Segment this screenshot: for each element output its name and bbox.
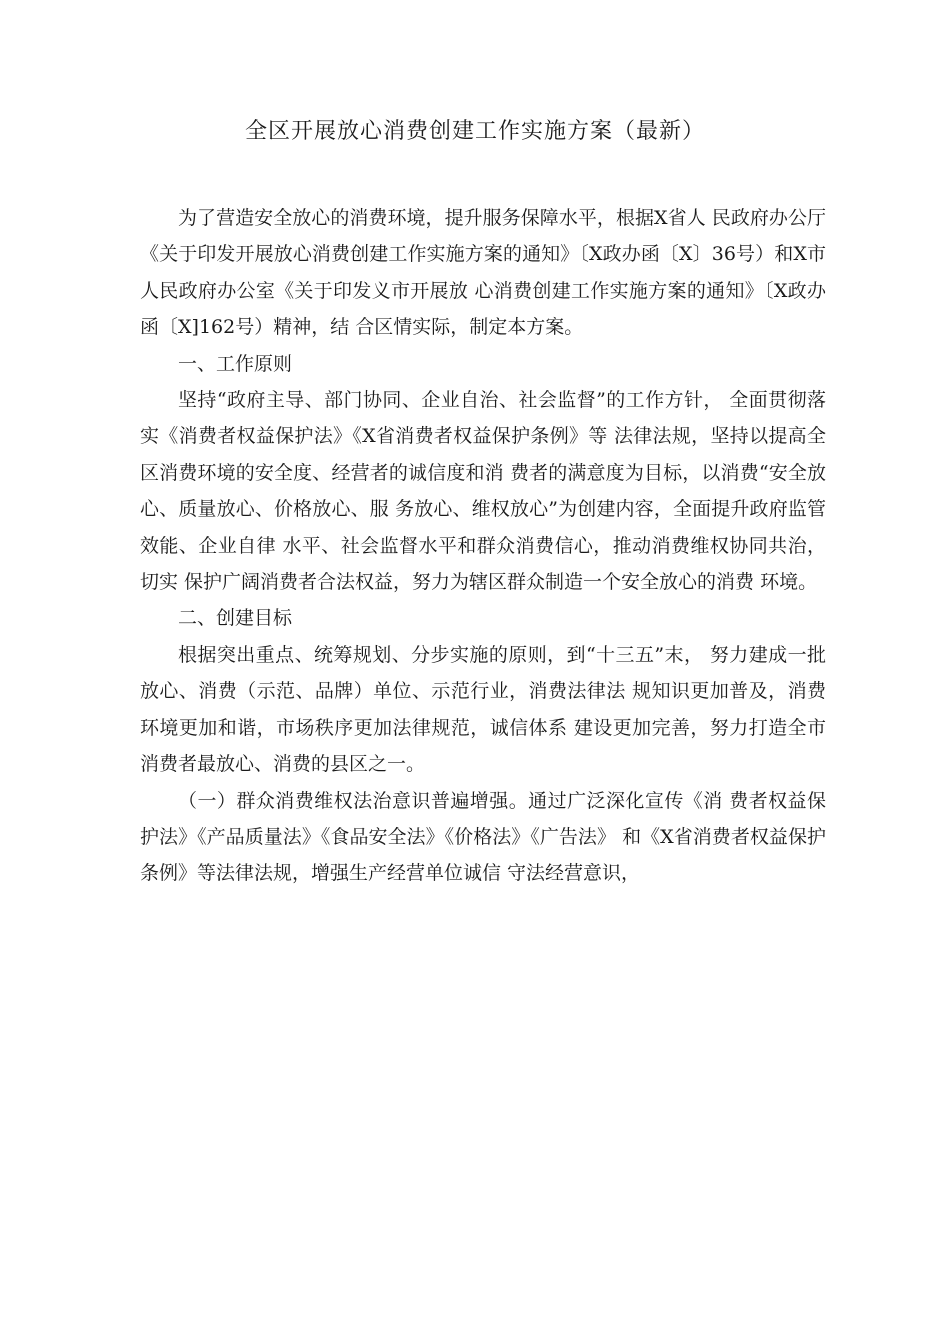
section-heading-principles: 一、工作原则 <box>178 352 293 375</box>
section-heading-goals: 二、创建目标 <box>178 607 293 630</box>
paragraph-goal-item-1: （一）群众消费维权法治意识普遍增强。通过广泛深化宣传《消 费者权益保护法》《产品质量法》《食品安全法》《价格法》《广告法》 和《X省消费者权益保护条例》等法律法规，增强生产经营单位诚信 守法经营意识， <box>140 789 826 885</box>
document-body <box>140 200 826 892</box>
paragraph-goals: 根据突出重点、统筹规划、分步实施的原则，到“十三五”末， 努力建成一批放心、消费（示范、品牌）单位、示范行业，消费法律法 规知识更加普及，消费环境更加和谐，市场秩序更加法律规范，诚信体系 建设更加完善，努力打造全市消费者最放心、消费的县区之一。 <box>140 643 826 776</box>
document-title: 全区开展放心消费创建工作实施方案（最新） <box>244 119 705 144</box>
paragraph-intro: 为了营造安全放心的消费环境，提升服务保障水平，根据X省人 民政府办公厅《关于印发开展放心消费创建工作实施方案的通知》〔X政办函〔X〕36号）和X市人民政府办公室《关于印发义市开展放 心消费创建工作实施方案的通知》〔X政办函〔X]162号）精神，结 合区情实际，制定本方案。 <box>140 207 826 339</box>
paragraph-principles: 坚持“政府主导、部门协同、企业自治、社会监督”的工作方针， 全面贯彻落实《消费者权益保护法》《X省消费者权益保护条例》等 法律法规，坚持以提高全区消费环境的安全度、经营者的诚信度和消 费者的满意度为目标，以消费“安全放心、质量放心、价格放心、服 务放心、维权放心”为创建内容，全面提升政府监管效能、企业自律 水平、社会监督水平和群众消费信心，推动消费维权协同共治，切实 保护广阔消费者合法权益，努力为辖区群众制造一个安全放心的消费 环境。 <box>140 389 826 594</box>
